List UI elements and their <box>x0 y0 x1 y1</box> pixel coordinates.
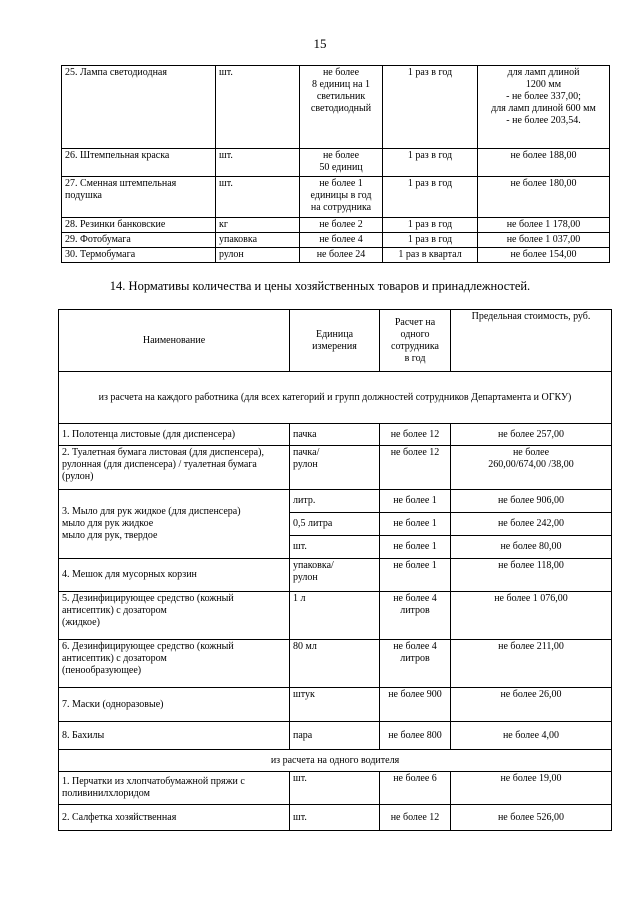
item-name: 4. Мешок для мусорных корзин <box>59 559 290 592</box>
item-frequency: 1 раз в год <box>383 177 478 218</box>
item-name: 2. Салфетка хозяйственная <box>59 805 290 831</box>
item-quantity: не более 12 <box>380 805 451 831</box>
item-name: 7. Маски (одноразовые) <box>59 688 290 722</box>
table-row <box>59 688 612 722</box>
item-quantity: не более 4 литров <box>380 640 451 688</box>
table-row <box>59 722 612 750</box>
table-row <box>62 233 610 248</box>
table-row <box>59 446 612 490</box>
header-name: Наименование <box>59 310 290 372</box>
item-price: не более 180,00 <box>478 177 610 218</box>
item-price: не более 188,00 <box>478 149 610 177</box>
item-price: не более 26,00 <box>451 688 612 722</box>
item-quantity: не более 4 <box>300 233 383 248</box>
item-name: 5. Дезинфицирующее средство (кожный антисептик) с дозатором (жидкое) <box>59 592 290 640</box>
item-price: не более 4,00 <box>451 722 612 750</box>
item-quantity: не более 900 <box>380 688 451 722</box>
item-quantity: не более 4 литров <box>380 592 451 640</box>
item-frequency: 1 раз в год <box>383 149 478 177</box>
item-quantity: не более 24 <box>300 248 383 263</box>
item-price: для ламп длиной 1200 мм - не более 337,00; для ламп длиной 600 мм - не более 203,54. <box>478 66 610 149</box>
header-per-employee: Расчет на одного сотрудника в год <box>380 310 451 372</box>
item-unit: 1 л <box>290 592 380 640</box>
item-name: 6. Дезинфицирующее средство (кожный антисептик) с дозатором (пенообразующее) <box>59 640 290 688</box>
item-unit: пачка <box>290 424 380 446</box>
item-quantity: не более 1 <box>380 536 451 559</box>
item-quantity: не более 8 единиц на 1 светильник светодиодный <box>300 66 383 149</box>
item-quantity: не более 1 <box>380 490 451 513</box>
item-unit: пачка/ рулон <box>290 446 380 490</box>
item-unit: рулон <box>216 248 300 263</box>
table-row <box>59 559 612 592</box>
item-price: не более 906,00 <box>451 490 612 513</box>
item-name: 26. Штемпельная краска <box>62 149 216 177</box>
item-price: не более 526,00 <box>451 805 612 831</box>
table-row <box>59 805 612 831</box>
item-name: 29. Фотобумага <box>62 233 216 248</box>
item-price: не более 242,00 <box>451 513 612 536</box>
item-quantity: не более 12 <box>380 446 451 490</box>
item-unit: шт. <box>216 66 300 149</box>
item-quantity: не более 800 <box>380 722 451 750</box>
item-price: не более 1 178,00 <box>478 218 610 233</box>
page-number: 15 <box>313 36 327 51</box>
item-name: 2. Туалетная бумага листовая (для диспенсера), рулонная (для диспенсера) / туалетная бумага (рулон) <box>59 446 290 490</box>
item-unit: кг <box>216 218 300 233</box>
table-row <box>62 149 610 177</box>
table-row <box>59 772 612 805</box>
header-row <box>59 310 612 372</box>
item-unit: упаковка <box>216 233 300 248</box>
item-quantity: не более 50 единиц <box>300 149 383 177</box>
item-unit: 0,5 литра <box>290 513 380 536</box>
item-unit: пара <box>290 722 380 750</box>
item-frequency: 1 раз в год <box>383 66 478 149</box>
section-heading: 14. Нормативы количества и цены хозяйственных товаров и принадлежностей. <box>109 279 531 293</box>
item-quantity: не более 1 <box>380 559 451 592</box>
item-unit: упаковка/ рулон <box>290 559 380 592</box>
table-row <box>62 218 610 233</box>
table-row <box>62 177 610 218</box>
item-name: 25. Лампа светодиодная <box>62 66 216 149</box>
item-price: не более 257,00 <box>451 424 612 446</box>
item-name: 3. Мыло для рук жидкое (для диспенсера) мыло для рук жидкое мыло для рук, твердое <box>59 490 290 559</box>
item-quantity: не более 6 <box>380 772 451 805</box>
table-row <box>59 490 612 513</box>
item-unit: шт. <box>290 805 380 831</box>
item-name: 1. Перчатки из хлопчатобумажной пряжи с поливинилхлоридом <box>59 772 290 805</box>
item-name: 27. Сменная штемпельная подушка <box>62 177 216 218</box>
table-row <box>59 640 612 688</box>
item-unit: 80 мл <box>290 640 380 688</box>
item-name: 8. Бахилы <box>59 722 290 750</box>
item-name: 28. Резинки банковские <box>62 218 216 233</box>
item-name: 1. Полотенца листовые (для диспенсера) <box>59 424 290 446</box>
item-quantity: не более 1 единицы в год на сотрудника <box>300 177 383 218</box>
item-frequency: 1 раз в год <box>383 218 478 233</box>
item-price: не более 1 037,00 <box>478 233 610 248</box>
item-unit: шт. <box>290 536 380 559</box>
household-goods-table <box>58 309 612 831</box>
item-unit: шт. <box>216 149 300 177</box>
table-row <box>59 592 612 640</box>
item-price: не более 211,00 <box>451 640 612 688</box>
table-row <box>59 424 612 446</box>
item-unit: шт. <box>290 772 380 805</box>
item-price: не более 260,00/674,00 /38,00 <box>451 446 612 490</box>
office-supplies-table <box>61 65 610 263</box>
item-frequency: 1 раз в квартал <box>383 248 478 263</box>
item-price: не более 80,00 <box>451 536 612 559</box>
header-unit: Единица измерения <box>290 310 380 372</box>
group-row <box>59 750 612 772</box>
item-quantity: не более 2 <box>300 218 383 233</box>
item-price: не более 1 076,00 <box>451 592 612 640</box>
item-price: не более 19,00 <box>451 772 612 805</box>
item-unit: штук <box>290 688 380 722</box>
group-all-employees: из расчета на каждого работника (для всех категорий и групп должностей сотрудников Департамента и ОГКУ) <box>59 372 612 424</box>
header-price: Предельная стоимость, руб. <box>451 310 612 372</box>
item-unit: литр. <box>290 490 380 513</box>
table-row <box>62 66 610 149</box>
item-price: не более 118,00 <box>451 559 612 592</box>
group-drivers: из расчета на одного водителя <box>59 750 612 772</box>
item-quantity: не более 12 <box>380 424 451 446</box>
item-unit: шт. <box>216 177 300 218</box>
item-name: 30. Термобумага <box>62 248 216 263</box>
table-row <box>62 248 610 263</box>
group-row <box>59 372 612 424</box>
item-price: не более 154,00 <box>478 248 610 263</box>
item-frequency: 1 раз в год <box>383 233 478 248</box>
item-quantity: не более 1 <box>380 513 451 536</box>
